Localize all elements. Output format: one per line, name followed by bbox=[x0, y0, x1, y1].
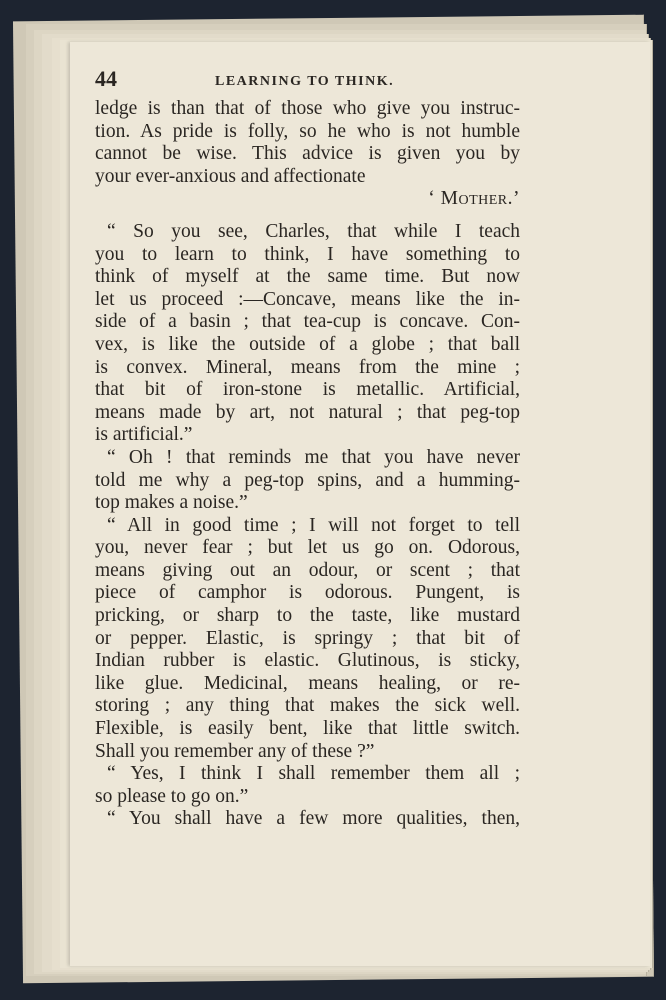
text-line: piece of camphor is odorous. Pungent, is bbox=[95, 582, 520, 604]
text-line: is convex. Mineral, means from the mine ; bbox=[95, 356, 520, 378]
signature-line: ‘ Mother.’ bbox=[428, 188, 520, 210]
text-line: told me why a peg-top spins, and a humming- bbox=[95, 469, 520, 491]
text-line: side of a basin ; that tea-cup is concave. Con- bbox=[95, 311, 520, 333]
text-line: cannot be wise. This advice is given you by bbox=[95, 143, 520, 165]
text-line: Shall you remember any of these ?” bbox=[95, 740, 375, 762]
text-line: “ You shall have a few more qualities, then, bbox=[107, 808, 520, 830]
text-line: pricking, or sharp to the taste, like mustard bbox=[95, 605, 520, 627]
page-number: 44 bbox=[95, 66, 117, 91]
text-line: your ever-anxious and affectionate bbox=[95, 165, 366, 187]
running-title: LEARNING TO THINK. bbox=[215, 74, 395, 89]
text-line: Flexible, is easily bent, like that little switch. bbox=[95, 718, 520, 740]
text-line: “ All in good time ; I will not forget to tell bbox=[107, 514, 520, 536]
text-line: tion. As pride is folly, so he who is not humble bbox=[95, 120, 520, 142]
text-line: Indian rubber is elastic. Glutinous, is sticky, bbox=[95, 650, 520, 672]
text-line: is artificial.” bbox=[95, 424, 193, 446]
text-line: you, never fear ; but let us go on. Odorous, bbox=[95, 537, 520, 559]
text-line: you to learn to think, I have something to bbox=[95, 243, 520, 265]
text-line: storing ; any thing that makes the sick well. bbox=[95, 695, 520, 717]
text-line: or pepper. Elastic, is springy ; that bit of bbox=[95, 627, 520, 649]
text-line: think of myself at the same time. But now bbox=[95, 266, 520, 288]
text-line: “ Yes, I think I shall remember them all ; bbox=[107, 763, 520, 785]
text-line: means giving out an odour, or scent ; that bbox=[95, 559, 520, 581]
text-line: like glue. Medicinal, means healing, or re- bbox=[95, 672, 520, 694]
paragraph-gap bbox=[95, 211, 520, 221]
page-header bbox=[95, 66, 515, 90]
text-line: that bit of iron-stone is metallic. Artificial, bbox=[95, 379, 520, 401]
body-text bbox=[95, 98, 520, 831]
text-line: “ Oh ! that reminds me that you have never bbox=[107, 446, 520, 468]
text-line: top makes a noise.” bbox=[95, 492, 248, 514]
text-line: “ So you see, Charles, that while I teach bbox=[107, 220, 520, 242]
text-line: let us proceed :—Concave, means like the in- bbox=[95, 288, 520, 310]
text-line: vex, is like the outside of a globe ; that ball bbox=[95, 333, 520, 355]
text-line: so please to go on.” bbox=[95, 785, 249, 807]
text-line: means made by art, not natural ; that peg-top bbox=[95, 401, 520, 423]
text-line: ledge is than that of those who give you instruc- bbox=[95, 98, 520, 119]
